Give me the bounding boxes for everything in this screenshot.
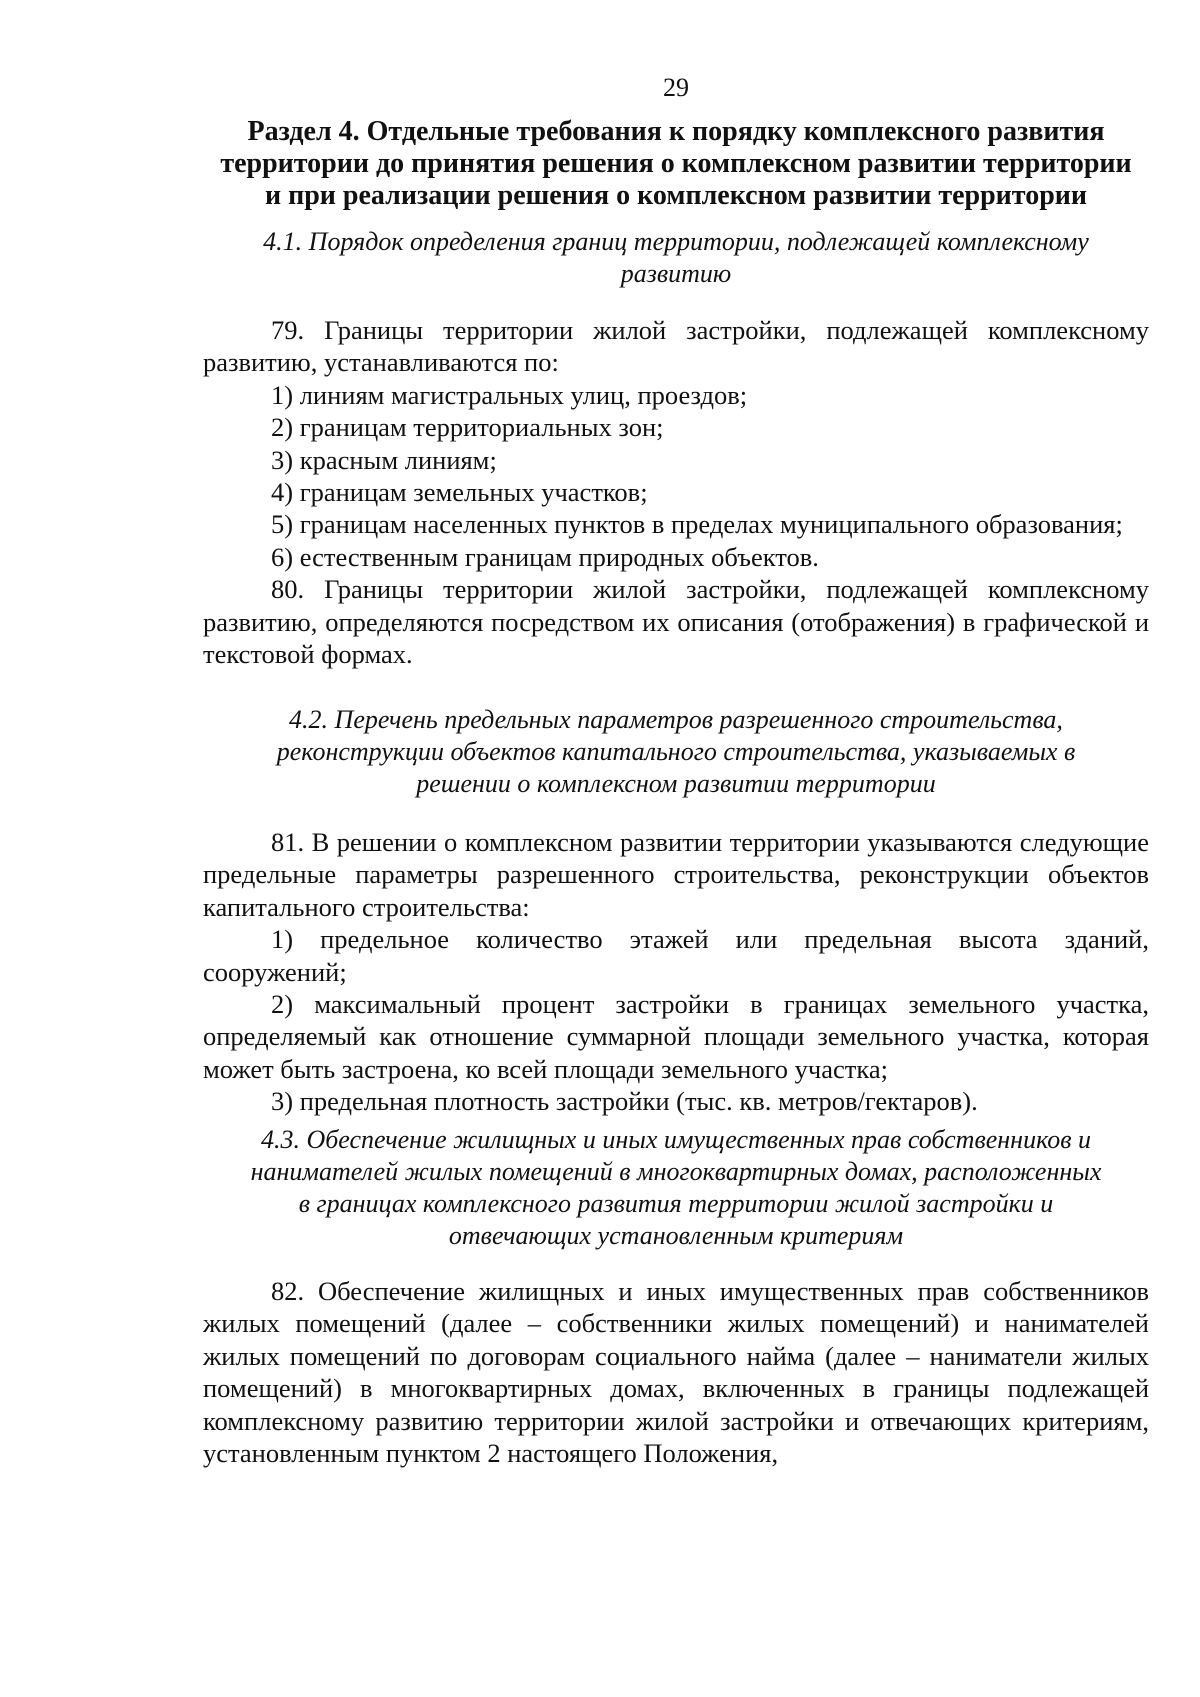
subsection-body-4-3	[203, 1275, 1149, 1469]
subsection-heading-line: реконструкции объектов капитального строительства, указываемых в	[276, 737, 1076, 766]
list-item: 2) границам территориальных зон;	[271, 412, 664, 443]
paragraph-82: 82. Обеспечение жилищных и иных имущественных прав собственников жилых помещений (далее – собственники жилых помещений) и нанимателей жилых помещений по договорам социального найма (далее – наниматели жилых помещений) в многоквартирных домах, включенных в границы подлежащей комплексному развитию территории жилой застройки и отвечающих критериям, установленным пунктом 2 настоящего Положения,	[203, 1276, 1149, 1469]
subsection-heading-line: нанимателей жилых помещений в многоквартирных домах, расположенных	[250, 1157, 1102, 1186]
section-title-line: и при реализации решения о комплексном развитии территории	[264, 180, 1088, 211]
subsection-body-4-2	[203, 826, 1149, 1118]
list-item: 2) максимальный процент застройки в границах земельного участка, определяемый как отношение суммарной площади земельного участка, которая может быть застроена, ко всей площади земельного участка;	[203, 989, 1149, 1084]
list-item: 1) линиям магистральных улиц, проездов;	[271, 379, 748, 410]
subsection-heading-line: решении о комплексном развитии территории	[416, 769, 936, 798]
subsection-heading-line: в границах комплексного развития территории жилой застройки и	[298, 1189, 1054, 1218]
subsection-heading-line: 4.1. Порядок определения границ территории, подлежащей комплексному	[263, 227, 1089, 256]
section-title	[203, 116, 1149, 212]
paragraph-80: 80. Границы территории жилой застройки, подлежащей комплексному развитию, определяются посредством их описания (отображения) в графической и текстовой формах.	[203, 574, 1149, 670]
subsection-heading-4-2	[203, 704, 1149, 800]
list-item: 3) красным линиям;	[271, 444, 497, 475]
list-item: 4) границам земельных участков;	[271, 477, 648, 508]
subsection-heading-4-1	[203, 226, 1149, 290]
section-title-line: территории до принятия решения о комплексном развитии территории	[220, 148, 1132, 179]
subsection-heading-4-3	[203, 1124, 1149, 1252]
subsection-heading-line: 4.2. Перечень предельных параметров разрешенного строительства,	[289, 705, 1063, 734]
list-item: 6) естественным границам природных объектов.	[271, 541, 819, 572]
subsection-heading-line: отвечающих установленным критериям	[448, 1221, 904, 1250]
subsection-heading-line: 4.3. Обеспечение жилищных и иных имущественных прав собственников и	[260, 1125, 1092, 1154]
paragraph-81: 81. В решении о комплексном развитии территории указываются следующие предельные параметры разрешенного строительства, реконструкции объектов капитального строительства:	[203, 827, 1149, 922]
list-item: 3) предельная плотность застройки (тыс. кв. метров/гектаров).	[271, 1086, 978, 1117]
section-title-line: Раздел 4. Отдельные требования к порядку комплексного развития	[247, 116, 1105, 147]
page-number: 29	[663, 73, 689, 102]
subsection-heading-line: развитию	[620, 259, 732, 288]
list-item: 5) границам населенных пунктов в пределах муниципального образования;	[271, 509, 1123, 540]
list-item: 1) предельное количество этажей или предельная высота зданий, сооружений;	[203, 924, 1149, 987]
paragraph-79: 79. Границы территории жилой застройки, подлежащей комплексному развитию, устанавливаются по:	[203, 315, 1149, 378]
subsection-body-4-1	[203, 314, 1149, 670]
